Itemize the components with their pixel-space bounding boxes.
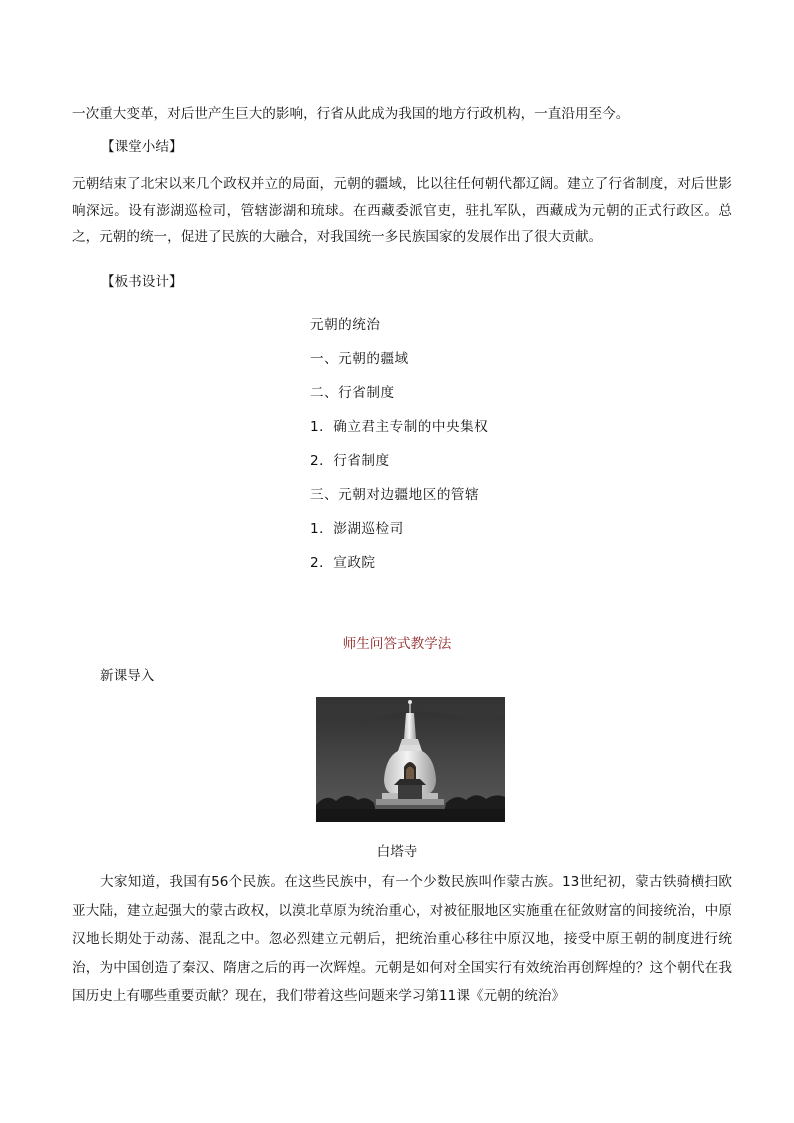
summary-heading: 【课堂小结】: [101, 139, 183, 155]
teaching-method-heading: 师生问答式教学法: [342, 636, 452, 652]
image-caption: 白塔寺: [376, 844, 418, 860]
board-outline: [310, 308, 488, 580]
white-pagoda-photo: [316, 697, 505, 822]
outline-item: 2．宣政院: [310, 555, 376, 571]
outline-item: 1．澎湖巡检司: [310, 521, 404, 537]
intro-label: 新课导入: [100, 668, 155, 684]
outline-item: 1．确立君主专制的中央集权: [310, 419, 489, 435]
summary-paragraph: 元朝结束了北宋以来几个政权并立的局面，元朝的疆域，比以往任何朝代都辽阔。建立了行省制度，对后世影响深远。设有澎湖巡检司，管辖澎湖和琉球。在西藏委派官吏，驻扎军队，西藏成为元朝的正式行政区。总之，元朝的统一，促进了民族的大融合，对我国统一多民族国家的发展作出了很大贡献。: [72, 176, 732, 245]
outline-item: 2．行省制度: [310, 453, 390, 469]
outline-item: 三、元朝对边疆地区的管辖: [310, 487, 480, 503]
outline-item: 一、元朝的疆域: [310, 351, 409, 367]
outline-title: 元朝的统治: [310, 317, 381, 333]
board-design-heading: 【板书设计】: [101, 274, 183, 290]
intro-paragraph: 大家知道，我国有56个民族。在这些民族中，有一个少数民族叫作蒙古族。13世纪初，蒙古铁骑横扫欧亚大陆，建立起强大的蒙古政权，以漠北草原为统治重心，对被征服地区实施重在征敛财富的间接统治，中原汉地长期处于动荡、混乱之中。忽必烈建立元朝后，把统治重心移往中原汉地，接受中原王朝的制度进行统治，为中国创造了秦汉、隋唐之后的再一次辉煌。元朝是如何对全国实行有效统治再创辉煌的？这个朝代在我国历史上有哪些重要贡献？现在，我们带着这些问题来学习第11课《元朝的统治》: [72, 874, 732, 1004]
paragraph-continuation: 一次重大变革，对后世产生巨大的影响，行省从此成为我国的地方行政机构，一直沿用至今。: [72, 106, 630, 122]
outline-item: 二、行省制度: [310, 385, 395, 401]
